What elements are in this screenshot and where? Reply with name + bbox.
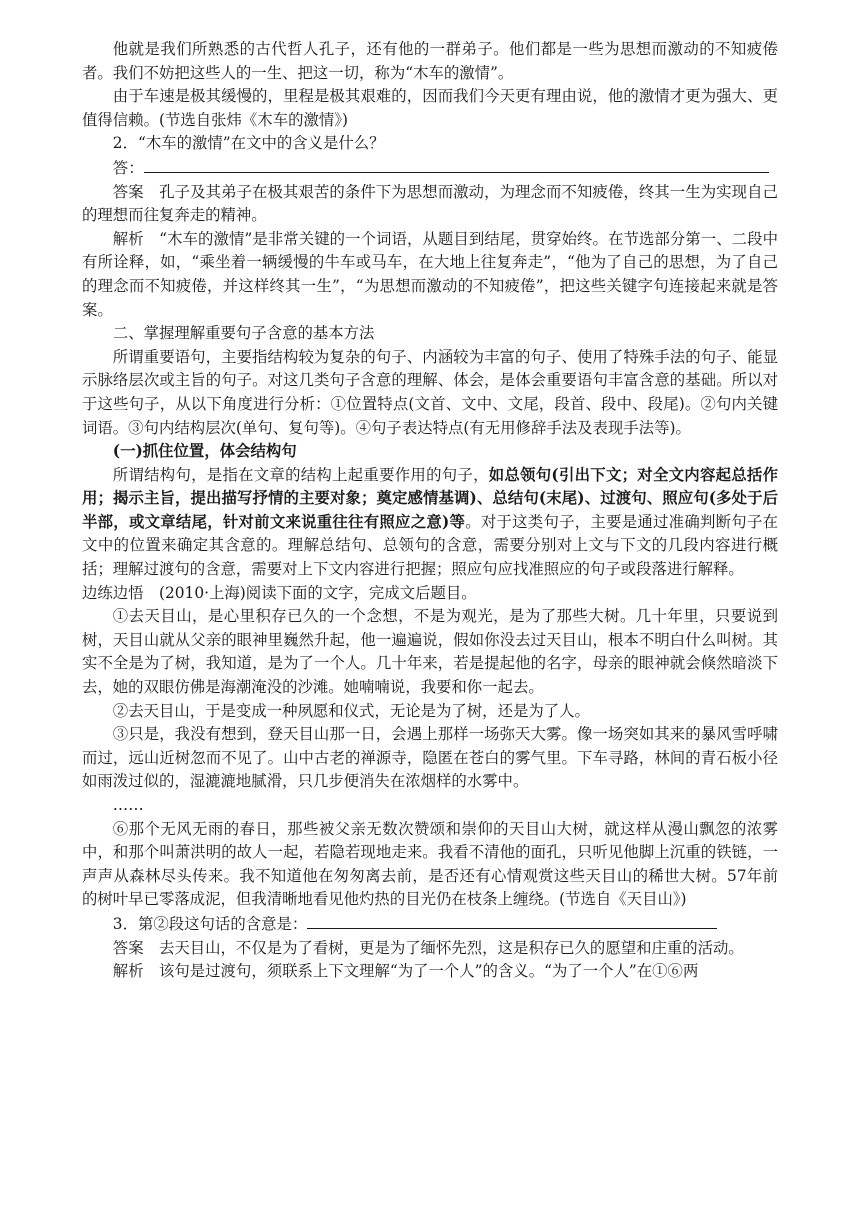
paragraph-passion: 由于车速是极其缓慢的，里程是极其艰难的，因而我们今天更有理由说，他的激情才更为强大、更值得信赖。(节选自张炜《木车的激情》) bbox=[82, 87, 778, 129]
section-heading-2: 二、掌握理解重要句子含意的基本方法 bbox=[112, 324, 375, 343]
subheading-structure: (一)抓住位置，体会结构句 bbox=[112, 442, 297, 461]
reading-paragraph-2: ②去天目山，于是变成一种夙愿和仪式，无论是为了树，还是为了人。 bbox=[112, 701, 590, 720]
analysis-3: 解析 该句是过渡句，须联系上下文理解“为了一个人”的含义。“为了一个人”在①⑥两 bbox=[112, 962, 699, 981]
reading-paragraph-3: ③只是，我没有想到，登天目山那一日，会遇上那样一场弥天大雾。像一场突如其来的暴风雪呼啸而过，远山近树忽而不见了。山中古老的禅源寺，隐匿在苍白的雾气里。下车寻路，林间的青石板小径如雨泼过似的，湿漉漉地腻滑，只几步便消失在浓烟样的水雾中。 bbox=[82, 725, 778, 791]
reading-ellipsis: …… bbox=[112, 796, 144, 814]
paragraph-confucius: 他就是我们所熟悉的古代哲人孔子，还有他的一群弟子。他们都是一些为思想而激动的不知疲倦者。我们不妨把这些人的一生、把这一切，称为“木车的激情”。 bbox=[82, 40, 778, 82]
answer-blank-2 bbox=[82, 156, 778, 181]
practice-heading: 边练边悟 (2010·上海)阅读下面的文字，完成文后题目。 bbox=[82, 583, 477, 602]
answer-2: 答案 孔子及其弟子在极其艰苦的条件下为思想而激动，为理念而不知疲倦，终其一生为实现自己的理想而往复奔走的精神。 bbox=[82, 182, 778, 225]
question-2: 2．“木车的激情”在文中的含义是什么？ bbox=[112, 134, 385, 153]
answer-label: 答： bbox=[112, 158, 144, 177]
reading-paragraph-6: ⑥那个无风无雨的春日，那些被父亲无数次赞颂和崇仰的天目山大树，就这样从漫山飘忽的浓雾中，和那个叫萧洪明的故人一起，若隐若现地走来。我看不清他的面孔，只听见他脚上沉重的铁链，一声声从森林尽头传来。我不知道他在匆匆离去前，是否还有心情观赏这些天目山的稀世大树。57年前的树叶早已零落成泥，但我清晰地看见他灼热的目光仍在枝条上缠绕。(节选自《天目山》) bbox=[82, 819, 778, 909]
structure-intro: 所谓结构句，是指在文章的结构上起重要作用的句子， bbox=[112, 465, 489, 484]
paragraph-methods: 所谓重要语句，主要指结构较为复杂的句子、内涵较为丰富的句子、使用了特殊手法的句子、能显示脉络层次或主旨的句子。对这几类句子含意的理解、体会，是体会重要语句丰富含意的基础。所以对于这些句子，从以下角度进行分析：①位置特点(文首、文中、文尾，段首、段中、段尾)。②句内关键词语。③句内结构层次(单句、复句等)。④句子表达特点(有无用修辞手法及表现手法等)。 bbox=[82, 347, 778, 437]
paragraph-structure-sentences bbox=[82, 464, 778, 582]
analysis-2: 解析 “木车的激情”是非常关键的一个词语，从题目到结尾，贯穿始终。在节选部分第一、二段中有所诠释，如，“乘坐着一辆缓慢的牛车或马车，在大地上往复奔走”，“他为了自己的思想，为了自己的理念而不知疲倦，并这样终其一生”，“为思想而激动的不知疲倦”，把这些关键字句连接起来就是答案。 bbox=[82, 229, 778, 319]
answer-line[interactable] bbox=[307, 912, 717, 929]
structure-bold-text: 如总领句(引出下文；对全文内容起总括作用；揭示主旨，提出描写抒情的主要对象；奠定感情基调)、总结句(末尾)、过渡句、照应句(多处于后半部，或文章结尾，针对前文来说重往往有照应之意)等 bbox=[82, 465, 778, 531]
question-3-text: 3．第②段这句话的含意是： bbox=[112, 914, 308, 933]
structure-rest: 。对于这类句子，主要是通过准确判断句子在文中的位置来确定其含意的。理解总结句、总领句的含意，需要分别对上文与下文的几段内容进行概括；理解过渡句的含意，需要对上下文内容进行把握；照应句应找准照应的句子或段落进行解释。 bbox=[82, 512, 778, 579]
question-3 bbox=[82, 912, 778, 937]
answer-line[interactable] bbox=[144, 156, 769, 173]
answer-3: 答案 去天目山，不仅是为了看树，更是为了缅怀先烈，这是积存已久的愿望和庄重的活动。 bbox=[112, 938, 744, 957]
reading-paragraph-1: ①去天目山，是心里积存已久的一个念想，不是为观光，是为了那些大树。几十年里，只要说到树，天目山就从父亲的眼神里巍然升起，他一遍遍说，假如你没去过天目山，根本不明白什么叫树。其实不全是为了树，我知道，是为了一个人。几十年来，若是提起他的名字，母亲的眼神就会倏然暗淡下去，她的双眼仿佛是海潮淹没的沙滩。她喃喃说，我要和你一起去。 bbox=[82, 607, 778, 697]
